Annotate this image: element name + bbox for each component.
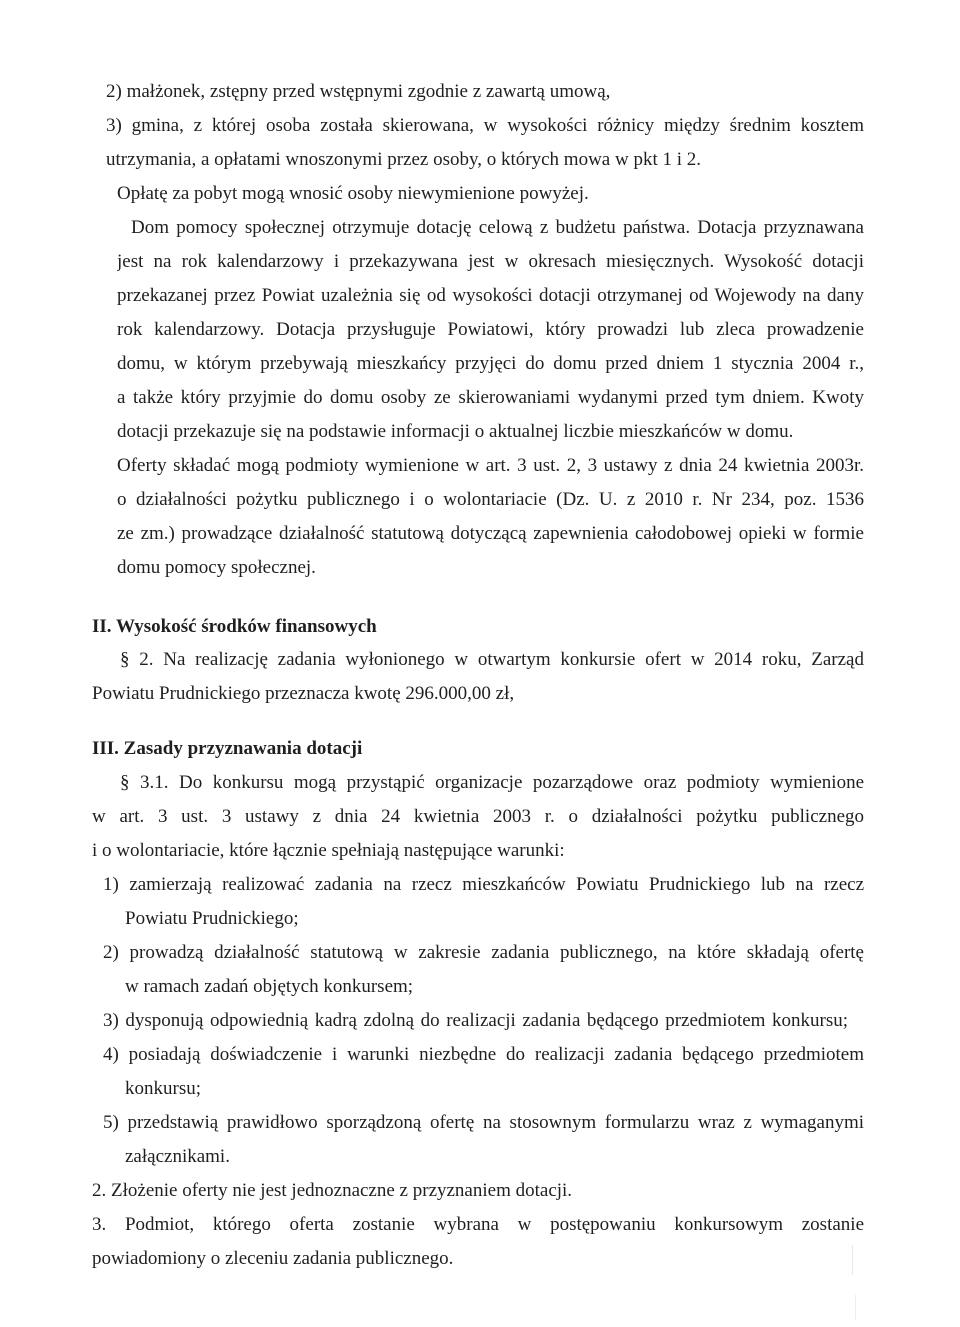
subsidy-line: Dom pomocy społecznej otrzymuje dotację celową z budżetu państwa. Dotacja przyznawana [131,217,864,238]
condition-item-1-continuation: Powiatu Prudnickiego; [125,908,299,929]
condition-item-4: 4) posiadają doświadczenie i warunki niezbędne do realizacji zadania będącego przedmiotem [103,1044,864,1065]
list-item-3: 3) gmina, z której osoba została skierowana, w wysokości różnicy między średnim kosztem [106,115,864,136]
subsidy-line: domu, w którym przebywają mieszkańcy przyjęci do domu przed dniem 1 stycznia 2004 r., [117,353,864,374]
section-iii-line: § 3.1. Do konkursu mogą przystąpić organizacje pozarządowe oraz podmioty wymienione [120,772,864,793]
condition-item-3: 3) dysponują odpowiednią kadrą zdolną do realizacji zadania będącego przedmiotem konkursu; [103,1010,848,1031]
condition-item-4-continuation: konkursu; [125,1078,201,1099]
subsidy-line: rok kalendarzowy. Dotacja przysługuje Powiatowi, który prowadzi lub zleca prowadzenie [117,319,864,340]
subsidy-line: przekazanej przez Powiat uzależnia się od wysokości dotacji otrzymanej od Wojewody na dany [117,285,864,306]
condition-item-2-continuation: w ramach zadań objętych konkursem; [125,976,414,997]
list-item-3-continuation: utrzymania, a opłatami wnoszonymi przez osoby, o których mowa w pkt 1 i 2. [106,149,702,170]
section-ii-line: § 2. Na realizację zadania wyłonionego w otwartym konkursie ofert w 2014 roku, Zarząd [120,649,864,670]
offers-line: ze zm.) prowadzące działalność statutową dotyczącą zapewnienia całodobowej opieki w formie [117,523,864,544]
subsidy-line: a także który przyjmie do domu osoby ze skierowaniami wydanymi przed tym dniem. Kwoty [117,387,864,408]
point-2: 2. Złożenie oferty nie jest jednoznaczne z przyznaniem dotacji. [92,1180,573,1201]
condition-item-5: 5) przedstawią prawidłowo sporządzoną ofertę na stosownym formularzu wraz z wymaganymi [103,1112,864,1133]
offers-line: Oferty składać mogą podmioty wymienione w art. 3 ust. 2, 3 ustawy z dnia 24 kwietnia 2003r. [117,455,864,476]
point-3-continuation: powiadomiony o zleceniu zadania publicznego. [92,1248,454,1269]
condition-item-5-continuation: załącznikami. [125,1146,230,1167]
fee-note: Opłatę za pobyt mogą wnosić osoby niewymienione powyżej. [117,183,589,204]
section-heading-iii: III. Zasady przyznawania dotacji [92,738,363,759]
condition-item-1: 1) zamierzają realizować zadania na rzecz mieszkańców Powiatu Prudnickiego lub na rzecz [103,874,864,895]
offers-line: domu pomocy społecznej. [117,557,316,578]
section-iii-line: i o wolontariacie, które łącznie spełniają następujące warunki: [92,840,565,861]
section-iii-line: w art. 3 ust. 3 ustawy z dnia 24 kwietnia 2003 r. o działalności pożytku publicznego [92,806,864,827]
scan-artifact [852,1245,853,1275]
section-ii-line: Powiatu Prudnickiego przeznacza kwotę 296.000,00 zł, [92,683,515,704]
section-heading-ii: II. Wysokość środków finansowych [92,616,377,637]
offers-line: o działalności pożytku publicznego i o wolontariacie (Dz. U. z 2010 r. Nr 234, poz. 1536 [117,489,864,510]
scan-artifact [855,1295,856,1320]
subsidy-line: dotacji przekazuje się na podstawie informacji o aktualnej liczbie mieszkańców w domu. [117,421,794,442]
list-item-2: 2) małżonek, zstępny przed wstępnymi zgodnie z zawartą umową, [106,81,611,102]
subsidy-line: jest na rok kalendarzowy i przekazywana jest w okresach miesięcznych. Wysokość dotacji [117,251,864,272]
condition-item-2: 2) prowadzą działalność statutową w zakresie zadania publicznego, na które składają ofertę [103,942,864,963]
point-3: 3. Podmiot, którego oferta zostanie wybrana w postępowaniu konkursowym zostanie [92,1214,864,1235]
